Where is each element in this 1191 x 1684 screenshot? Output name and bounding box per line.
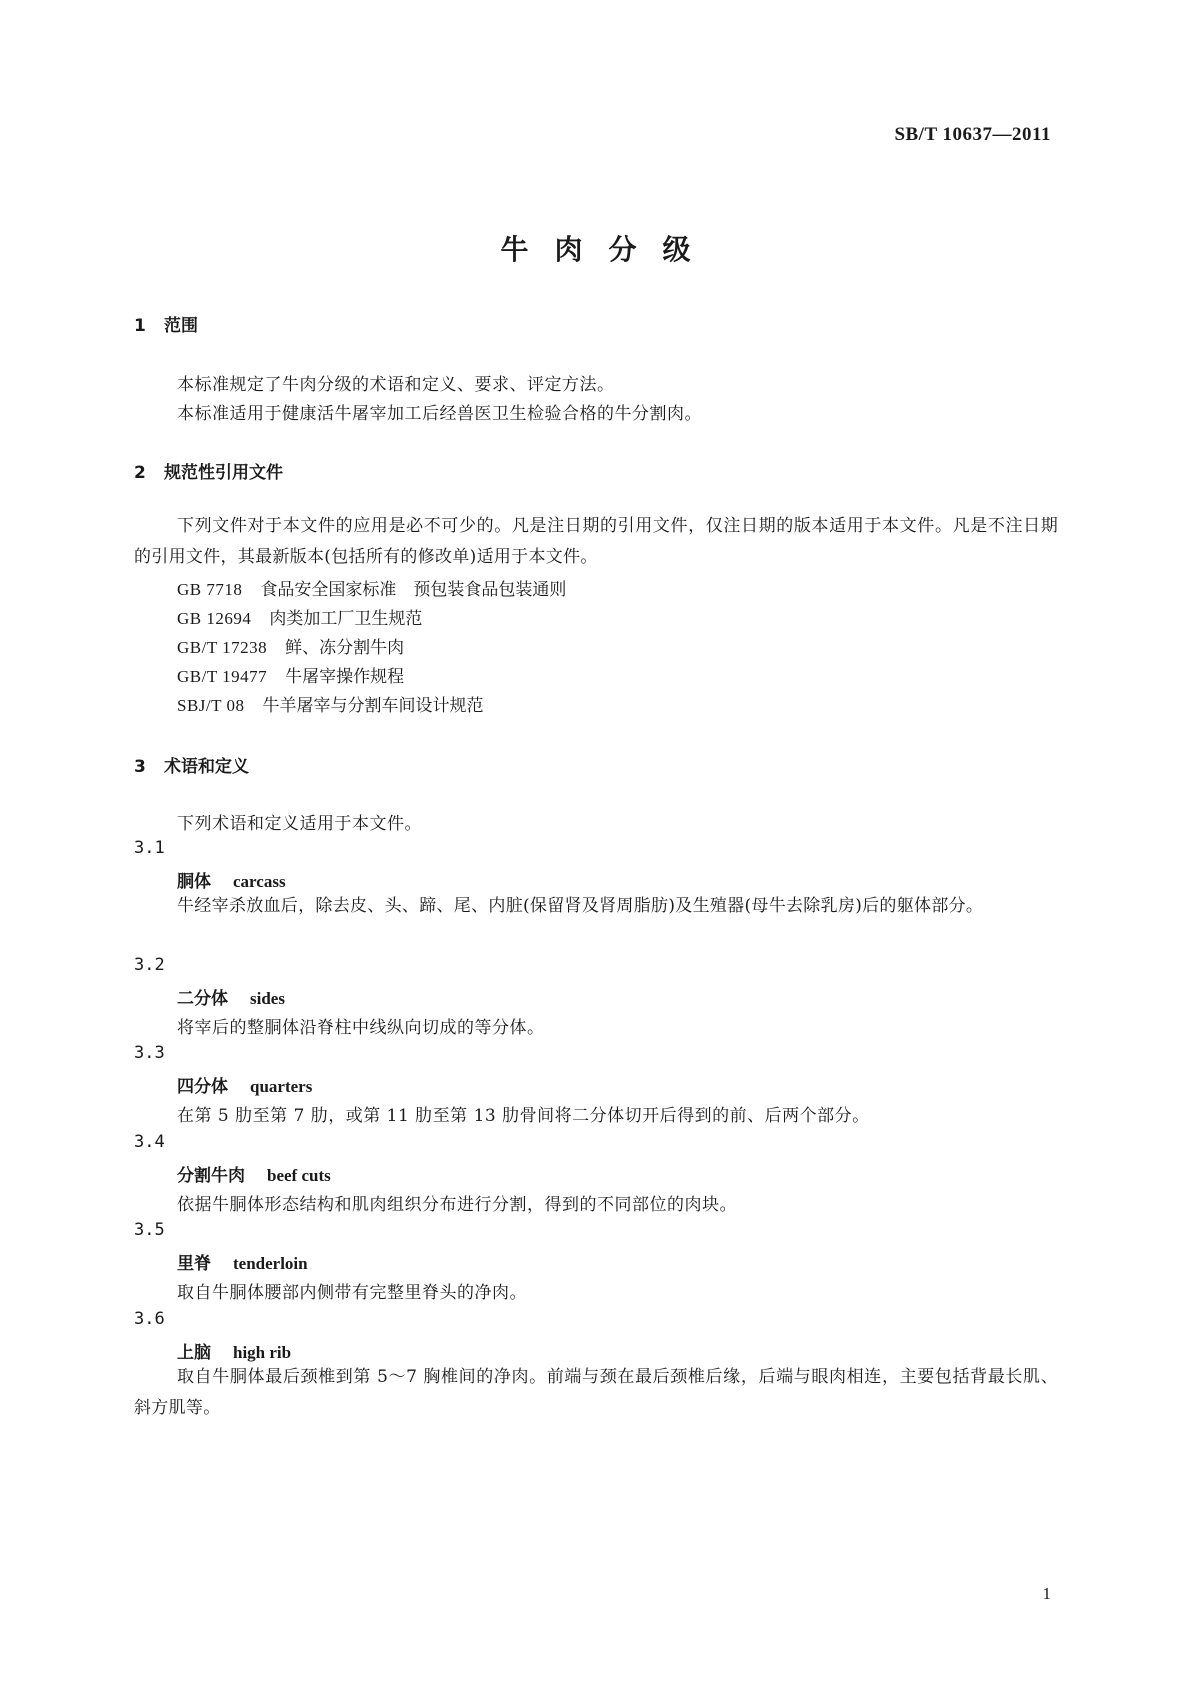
standard-code: SB/T 10637—2011 — [894, 124, 1051, 145]
term-name-en: high rib — [233, 1343, 292, 1362]
section-2-heading — [134, 458, 283, 483]
reference-code: GB/T 19477 — [177, 667, 268, 686]
section-title: 范围 — [164, 316, 198, 336]
reference-code: GB 7718 — [177, 580, 243, 599]
references-intro: 下列文件对于本文件的应用是必不可少的。凡是注日期的引用文件，仅注日期的版本适用于本文件。凡是不注日期的引用文件，其最新版本(包括所有的修改单)适用于本文件。 — [134, 516, 1058, 567]
term-name-zh: 二分体 — [177, 989, 228, 1009]
term-name — [177, 984, 285, 1009]
section-title: 规范性引用文件 — [164, 463, 283, 483]
term-name-zh: 里脊 — [177, 1254, 211, 1274]
document-title: 牛肉分级 — [500, 233, 717, 266]
terms-intro: 下列术语和定义适用于本文件。 — [177, 814, 422, 834]
reference-code: GB/T 17238 — [177, 638, 268, 657]
section-number: 3 — [134, 757, 146, 777]
reference-title: 肉类加工厂卫生规范 — [269, 609, 423, 629]
term-name-en: tenderloin — [233, 1254, 308, 1273]
section-3-heading — [134, 752, 249, 777]
term-name-zh: 胴体 — [177, 872, 211, 892]
term-name-zh: 分割牛肉 — [177, 1166, 245, 1186]
reference-title: 鲜、冻分割牛肉 — [285, 638, 405, 658]
term-definition: 取自牛胴体腰部内侧带有完整里脊头的净肉。 — [177, 1283, 527, 1303]
reference-item — [177, 662, 404, 687]
term-number: 3.3 — [134, 1043, 165, 1063]
reference-item — [177, 604, 422, 629]
reference-title: 食品安全国家标准 预包装食品包装通则 — [260, 580, 567, 600]
term-name-en: beef cuts — [267, 1166, 331, 1185]
term-number: 3.5 — [134, 1220, 165, 1240]
term-name — [177, 1072, 312, 1097]
term-definition: 牛经宰杀放血后，除去皮、头、蹄、尾、内脏(保留肾及肾周脂肪)及生殖器(母牛去除乳房)后的躯体部分。 — [177, 896, 984, 916]
reference-item — [177, 633, 404, 658]
term-number: 3.2 — [134, 955, 165, 975]
reference-title: 牛屠宰操作规程 — [285, 667, 405, 687]
term-number: 3.4 — [134, 1132, 165, 1152]
term-name — [177, 1249, 308, 1274]
scope-paragraph-1: 本标准规定了牛肉分级的术语和定义、要求、评定方法。 — [177, 375, 615, 395]
scope-paragraph-2: 本标准适用于健康活牛屠宰加工后经兽医卫生检验合格的牛分割肉。 — [177, 404, 702, 424]
term-number: 3.1 — [134, 838, 165, 858]
term-name-zh: 上脑 — [177, 1343, 211, 1363]
page-number: 1 — [1042, 1584, 1051, 1603]
section-number: 2 — [134, 463, 146, 483]
reference-code: SBJ/T 08 — [177, 696, 245, 715]
section-title: 术语和定义 — [164, 757, 249, 777]
term-definition: 将宰后的整胴体沿脊柱中线纵向切成的等分体。 — [177, 1018, 545, 1038]
term-name-en: quarters — [250, 1077, 313, 1096]
section-1-heading — [134, 311, 198, 336]
term-name — [177, 1161, 331, 1186]
term-definition: 取自牛胴体最后颈椎到第 5～7 胸椎间的净肉。前端与颈在最后颈椎后缘，后端与眼肉相连，主要包括背最长肌、斜方肌等。 — [134, 1367, 1058, 1418]
section-number: 1 — [134, 316, 146, 336]
term-definition: 依据牛胴体形态结构和肌肉组织分布进行分割，得到的不同部位的肉块。 — [177, 1195, 737, 1215]
reference-item — [177, 691, 483, 716]
reference-code: GB 12694 — [177, 609, 252, 628]
reference-title: 牛羊屠宰与分割车间设计规范 — [262, 696, 484, 716]
term-number: 3.6 — [134, 1309, 165, 1329]
term-name — [177, 867, 286, 892]
term-name — [177, 1338, 291, 1363]
reference-item — [177, 575, 566, 600]
term-name-zh: 四分体 — [177, 1077, 228, 1097]
term-name-en: carcass — [233, 872, 286, 891]
term-definition: 在第 5 肋至第 7 肋，或第 11 肋至第 13 肋骨间将二分体切开后得到的前、后两个部分。 — [177, 1106, 870, 1126]
term-name-en: sides — [250, 989, 285, 1008]
